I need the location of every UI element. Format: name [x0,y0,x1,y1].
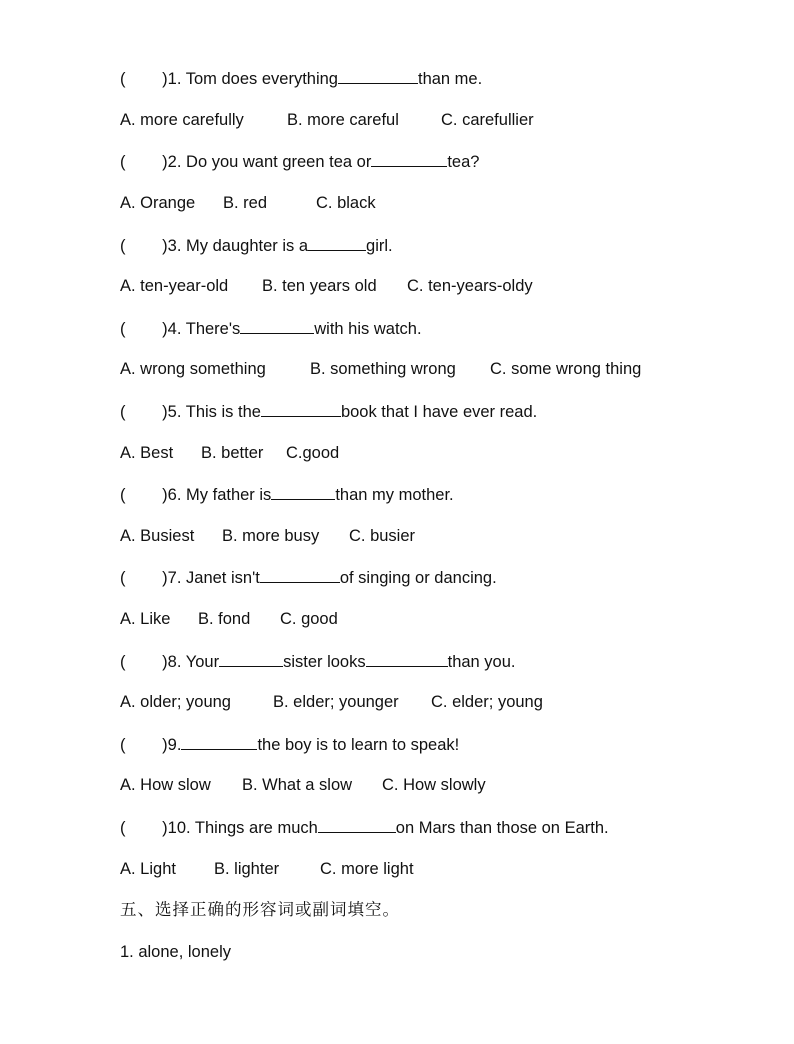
question-2 [120,151,479,172]
answer-blank [308,235,366,251]
option-b: B. better [201,444,264,462]
answer-blank [371,151,447,167]
answer-paren: ( ) [120,569,168,587]
answer-blank [261,401,341,417]
option-a: A. Best [120,444,174,462]
option-a: A. Light [120,860,176,878]
answer-blank [366,651,448,667]
option-a: A. more carefully [120,111,244,129]
option-b: B. red [223,194,268,212]
question-text: than my mother. [335,486,454,504]
question-text: of singing or dancing. [339,569,497,587]
question-text: Janet isn't [186,569,260,587]
option-c: C. some wrong thing [490,360,642,378]
question-text: the boy is to learn to speak! [257,736,460,754]
question-number: 7. [167,569,182,587]
question-number: 10. [167,819,191,837]
option-b: B. What a slow [242,776,353,794]
answer-paren: ( ) [120,486,168,504]
answer-paren: ( ) [120,736,168,754]
question-number: 8. [167,653,182,671]
question-text: Do you want green tea or [186,153,372,171]
question-number: 5. [167,403,182,421]
question-number: 9. [167,736,182,754]
answer-paren: ( ) [120,653,168,671]
question-number: 3. [167,237,182,255]
option-b: B. ten years old [262,277,377,295]
option-a: A. ten-year-old [120,277,229,295]
question-text: Your [185,653,220,671]
option-a: A. How slow [120,776,211,794]
option-c: C. How slowly [382,776,486,794]
question-text: girl. [366,237,393,255]
question-9 [120,734,459,755]
answer-blank [338,68,418,84]
question-8 [120,651,516,672]
question-number: 4. [167,320,182,338]
option-c: C. ten-years-oldy [407,277,533,295]
question-text: than you. [447,653,516,671]
option-b: B. more careful [287,111,399,129]
answer-blank [260,567,340,583]
option-b: B. fond [198,610,251,628]
answer-blank [240,318,314,334]
question-text: on Mars than those on Earth. [395,819,609,837]
option-c: C.good [286,444,340,462]
question-text: My father is [186,486,272,504]
option-a: A. Orange [120,194,196,212]
question-text: book that I have ever read. [340,403,538,421]
option-c: C. good [280,610,338,628]
section-heading: 五、选择正确的形容词或副词填空。 [120,900,400,919]
question-10 [120,817,609,838]
question-text: with his watch. [314,320,422,338]
option-a: A. Busiest [120,527,195,545]
answer-paren: ( ) [120,153,168,171]
answer-paren: ( ) [120,320,168,338]
question-text: than me. [417,70,483,88]
question-number: 6. [167,486,182,504]
option-b: B. elder; younger [273,693,399,711]
question-text: tea? [447,153,480,171]
option-b: B. something wrong [310,360,456,378]
question-text: This is the [185,403,261,421]
question-6 [120,484,454,505]
question-4 [120,318,422,339]
question-5 [120,401,537,422]
option-a: A. Like [120,610,171,628]
option-c: C. black [316,194,376,212]
answer-paren: ( ) [120,237,168,255]
question-text: sister looks [283,653,366,671]
option-b: B. lighter [214,860,280,878]
option-c: C. elder; young [431,693,543,711]
option-a: A. older; young [120,693,231,711]
question-3 [120,235,393,256]
answer-blank [271,484,335,500]
option-c: C. more light [320,860,414,878]
question-text: Things are much [194,819,318,837]
option-c: C. carefullier [441,111,534,129]
question-text: My daughter is a [186,237,309,255]
question-text: Tom does everything [185,70,338,88]
question-number: 2. [167,153,182,171]
question-7 [120,567,497,588]
option-b: B. more busy [222,527,320,545]
question-text: There's [185,320,241,338]
answer-blank [219,651,283,667]
answer-paren: ( ) [120,70,168,88]
answer-blank [318,817,396,833]
question-1 [120,68,482,89]
section-item-1: 1. alone, lonely [120,943,231,961]
option-a: A. wrong something [120,360,266,378]
question-number: 1. [167,70,182,88]
answer-blank [181,734,257,750]
answer-paren: ( ) [120,403,168,421]
option-c: C. busier [349,527,416,545]
answer-paren: ( ) [120,819,168,837]
